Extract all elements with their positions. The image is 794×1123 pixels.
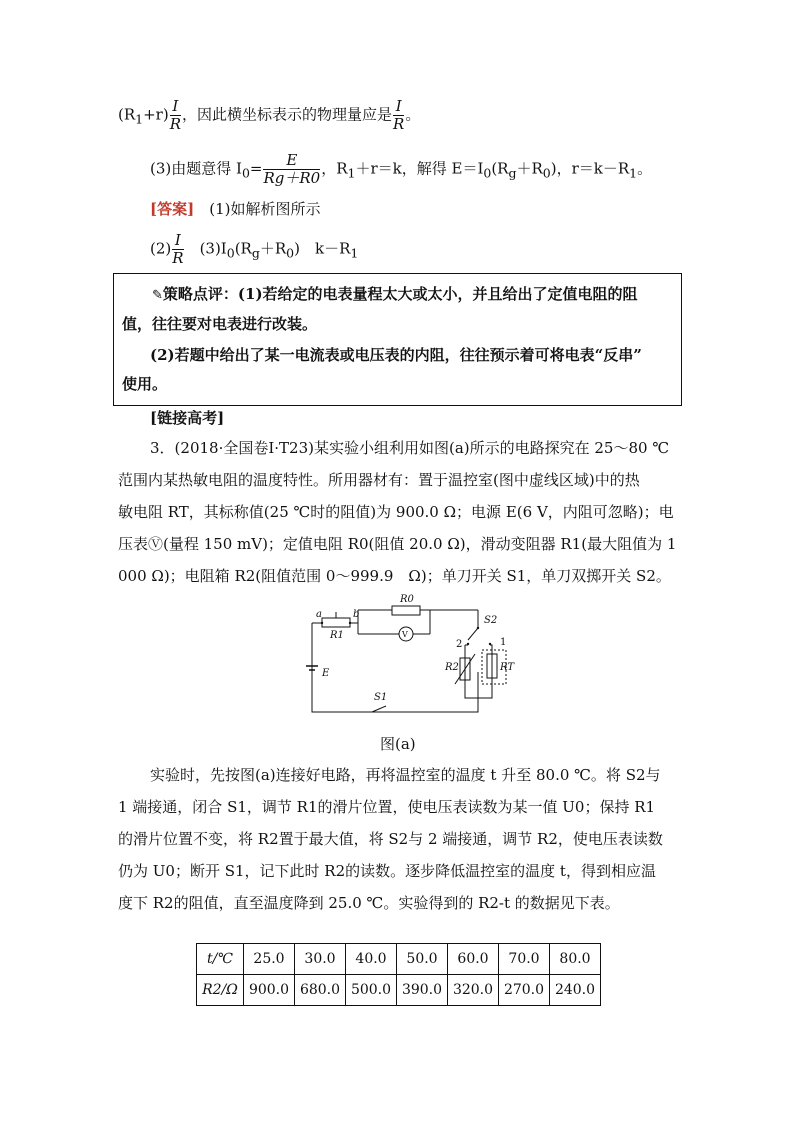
- data-table: [196, 943, 601, 1006]
- label-s1: S1: [374, 692, 388, 703]
- tip-line-1: ✎策略点评：(1)若给定的电表量程太大或太小，并且给出了定值电阻的阻: [152, 285, 638, 303]
- wire-r2: [465, 645, 478, 698]
- table-cell: 70.0: [499, 944, 550, 975]
- rheostat-r1: [322, 618, 350, 627]
- label-r2: R2: [445, 662, 459, 673]
- problem-line-3: 敏电阻 RT，其标称值(25 ℃时的阻值)为 900.0 Ω；电源 E(6 V，内阻可忽略)；电: [118, 503, 674, 521]
- label-rt: RT: [500, 662, 515, 673]
- para-line-1: 实验时，先按图(a)连接好电路，再将温控室的温度 t 升至 80.0 ℃。将 S2与: [150, 766, 661, 784]
- table-cell: 25.0: [244, 944, 295, 975]
- label-1: 1: [500, 637, 507, 648]
- table-cell: 270.0: [499, 975, 550, 1006]
- table-cell: 320.0: [448, 975, 499, 1006]
- table-cell: 30.0: [295, 944, 346, 975]
- table-header-cell: R2/Ω: [197, 975, 244, 1006]
- label-v: V: [402, 630, 408, 639]
- label-r0: R0: [400, 594, 414, 605]
- para-line-3: 的滑片位置不变，将 R2置于最大值，将 S2与 2 端接通，调节 R2，使电压表读数: [118, 830, 663, 848]
- terminal-b: [349, 622, 351, 624]
- table-cell: 680.0: [295, 975, 346, 1006]
- link-heading: [链接高考]: [150, 409, 225, 427]
- label-a: a: [316, 609, 322, 620]
- fraction: $\frac{I}{R}$: [169, 97, 181, 133]
- tip-line-4: 使用。: [122, 375, 168, 393]
- solution-line-1: $(R_1+r)$ $\frac{I}{R}$ ，因此横坐标表示的物理量应是 $\frac{I}{R}$ 。: [118, 97, 421, 133]
- table-cell: 240.0: [550, 975, 601, 1006]
- tip-line-2: 值，往往要对电表进行改装。: [122, 315, 318, 333]
- node: [477, 627, 479, 629]
- label-r1: R1: [330, 630, 344, 641]
- solution-line-2: (3)由题意得 $I_0=$ $\frac{E}{Rg+R0}$ ，$R_1+r=k$，解得 $E=I_0(R_g+R_0)$，$r=k-R_1$。: [150, 151, 653, 187]
- node: [489, 643, 491, 645]
- label-s2: S2: [484, 615, 498, 626]
- table-row: [197, 944, 601, 975]
- table-cell: 390.0: [397, 975, 448, 1006]
- table-cell: 80.0: [550, 944, 601, 975]
- problem-line-4: 压表Ⓥ(量程 150 mV)；定值电阻 R0(阻值 20.0 Ω)，滑动变阻器 R1(最大阻值为 1: [118, 535, 677, 553]
- problem-line-5: 000 Ω)；电阻箱 R2(阻值范围 0～999.9 Ω)；单刀开关 S1，单刀双掷开关 S2。: [118, 567, 671, 585]
- problem-line-2: 范围内某热敏电阻的温度特性。所用器材有：置于温控室(图中虚线区域)中的热: [118, 471, 640, 489]
- fraction: $\frac{E}{Rg+R0}$: [263, 151, 321, 187]
- table-cell: 50.0: [397, 944, 448, 975]
- table-cell: 500.0: [346, 975, 397, 1006]
- problem-line-1: 3．(2018·全国卷Ⅰ·T23)某实验小组利用如图(a)所示的电路探究在 25～80 ℃: [150, 439, 670, 457]
- para-line-4: 仍为 U0；断开 S1，记下此时 R2的读数。逐步降低温控室的温度 t，得到相应温: [118, 862, 656, 880]
- label-b: b: [353, 609, 360, 620]
- tip-line-3: (2)若题中给出了某一电流表或电压表的内阻，往往预示着可将电表“反串”: [150, 346, 642, 364]
- table-cell: 60.0: [448, 944, 499, 975]
- para-line-2: 1 端接通，闭合 S1，调节 R1的滑片位置，使电压表读数为某一值 U0；保持 R1: [118, 798, 656, 816]
- switch-s1-blade: [372, 706, 386, 712]
- switch-s2-blade: [468, 628, 478, 640]
- fraction: $\frac{I}{R}$: [393, 97, 405, 133]
- table-cell: 900.0: [244, 975, 295, 1006]
- terminal-a: [321, 622, 323, 624]
- node: [467, 643, 469, 645]
- circuit-diagram: [300, 590, 515, 720]
- label-e: E: [322, 668, 330, 679]
- table-row: [197, 975, 601, 1006]
- answer-line-1: [答案] (1)如解析图所示: [150, 200, 321, 218]
- answer-tag: [答案]: [150, 200, 195, 218]
- pen-icon: ✎: [152, 288, 163, 303]
- para-line-5: 度下 R2的阻值，直至温度降到 25.0 ℃。实验得到的 R2-t 的数据见下表。: [118, 894, 620, 912]
- figure-caption: 图(a): [380, 735, 416, 753]
- strategy-tip-box: [113, 273, 682, 406]
- resistor-r0: [392, 606, 420, 615]
- label-2: 2: [456, 639, 463, 650]
- fraction: $\frac{I}{R}$: [172, 231, 184, 267]
- table-cell: 40.0: [346, 944, 397, 975]
- answer-line-2: (2) $\frac{I}{R}$ $(3)I_0(R_g+R_0)$ $k-R_1$: [150, 231, 359, 267]
- table-header-cell: t/℃: [197, 944, 244, 975]
